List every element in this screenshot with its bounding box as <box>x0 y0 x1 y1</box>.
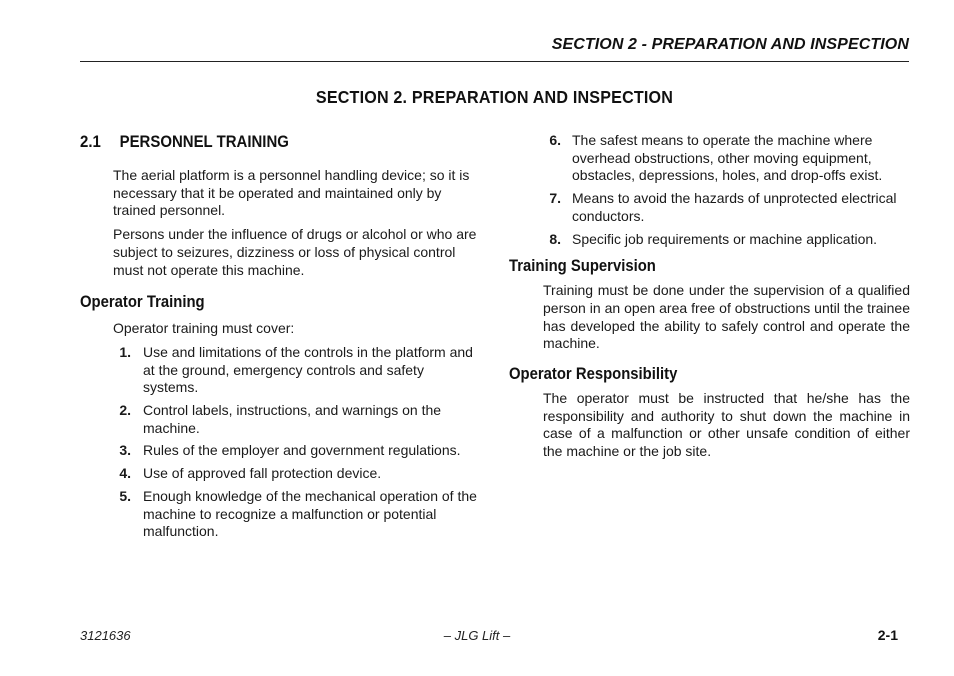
operator-responsibility-heading: Operator Responsibility <box>509 365 678 384</box>
training-supervision-heading: Training Supervision <box>509 257 656 276</box>
list-text: Control labels, instructions, and warnings on the machine. <box>143 402 442 436</box>
list-number: 4. <box>119 465 131 482</box>
header-rule <box>80 61 909 62</box>
list-item <box>113 402 482 437</box>
footer-publisher: – JLG Lift – <box>443 628 511 643</box>
heading-text: PERSONNEL TRAINING <box>119 132 289 151</box>
training-supervision-text: Training must be done under the supervision of a qualified person in an open area free of obstructions until the trainee has developed the ability to safely control and operate the machine. <box>543 282 910 352</box>
list-text: The safest means to operate the machine where overhead obstructions, other moving equipment, obstacles, depressions, holes, and drop-offs exist. <box>572 132 883 184</box>
list-text: Rules of the employer and government regulations. <box>143 442 461 459</box>
heading-number: 2.1 <box>80 132 101 151</box>
list-item <box>543 190 910 225</box>
operator-training-list <box>113 344 482 541</box>
list-text: Specific job requirements or machine application. <box>572 230 878 247</box>
personnel-paragraph-1: The aerial platform is a personnel handling device; so it is necessary that it be operated and maintained only by trained personnel. <box>113 167 470 219</box>
list-number: 5. <box>119 487 131 504</box>
left-column <box>80 132 482 546</box>
operator-training-heading: Operator Training <box>80 293 205 312</box>
list-number: 8. <box>549 230 561 247</box>
list-number: 2. <box>119 402 131 419</box>
right-column <box>509 132 910 467</box>
list-number: 7. <box>549 190 561 207</box>
operator-responsibility-text: The operator must be instructed that he/she has the responsibility and authority to shut down the machine in case of a malfunction or other unsafe condition of either the machine or the job site. <box>543 390 910 460</box>
section-title: SECTION 2. PREPARATION AND INSPECTION <box>315 87 674 107</box>
list-number: 3. <box>119 442 131 459</box>
list-item <box>543 231 910 249</box>
list-item <box>543 132 910 185</box>
footer-page-number: 2-1 <box>877 627 898 643</box>
personnel-training-heading <box>80 132 434 152</box>
list-item <box>113 442 482 460</box>
footer-doc-number: 3121636 <box>80 628 131 643</box>
operator-training-intro: Operator training must cover: <box>113 320 295 337</box>
list-text: Use and limitations of the controls in the platform and at the ground, emergency controls and safety systems. <box>143 343 473 396</box>
list-item <box>113 488 482 541</box>
operator-training-list-continued <box>543 132 910 248</box>
running-header: SECTION 2 - PREPARATION AND INSPECTION <box>551 36 909 53</box>
list-item <box>113 465 482 483</box>
list-text: Means to avoid the hazards of unprotected electrical conductors. <box>572 190 897 224</box>
list-text: Use of approved fall protection device. <box>143 465 382 482</box>
list-text: Enough knowledge of the mechanical operation of the machine to recognize a malfunction or potential malfunction. <box>143 487 477 540</box>
list-item <box>113 344 482 397</box>
list-number: 6. <box>549 132 561 148</box>
list-number: 1. <box>119 343 131 360</box>
personnel-paragraph-2: Persons under the influence of drugs or alcohol or who are subject to seizures, dizziness or loss of physical control must not operate this machine. <box>113 226 477 278</box>
